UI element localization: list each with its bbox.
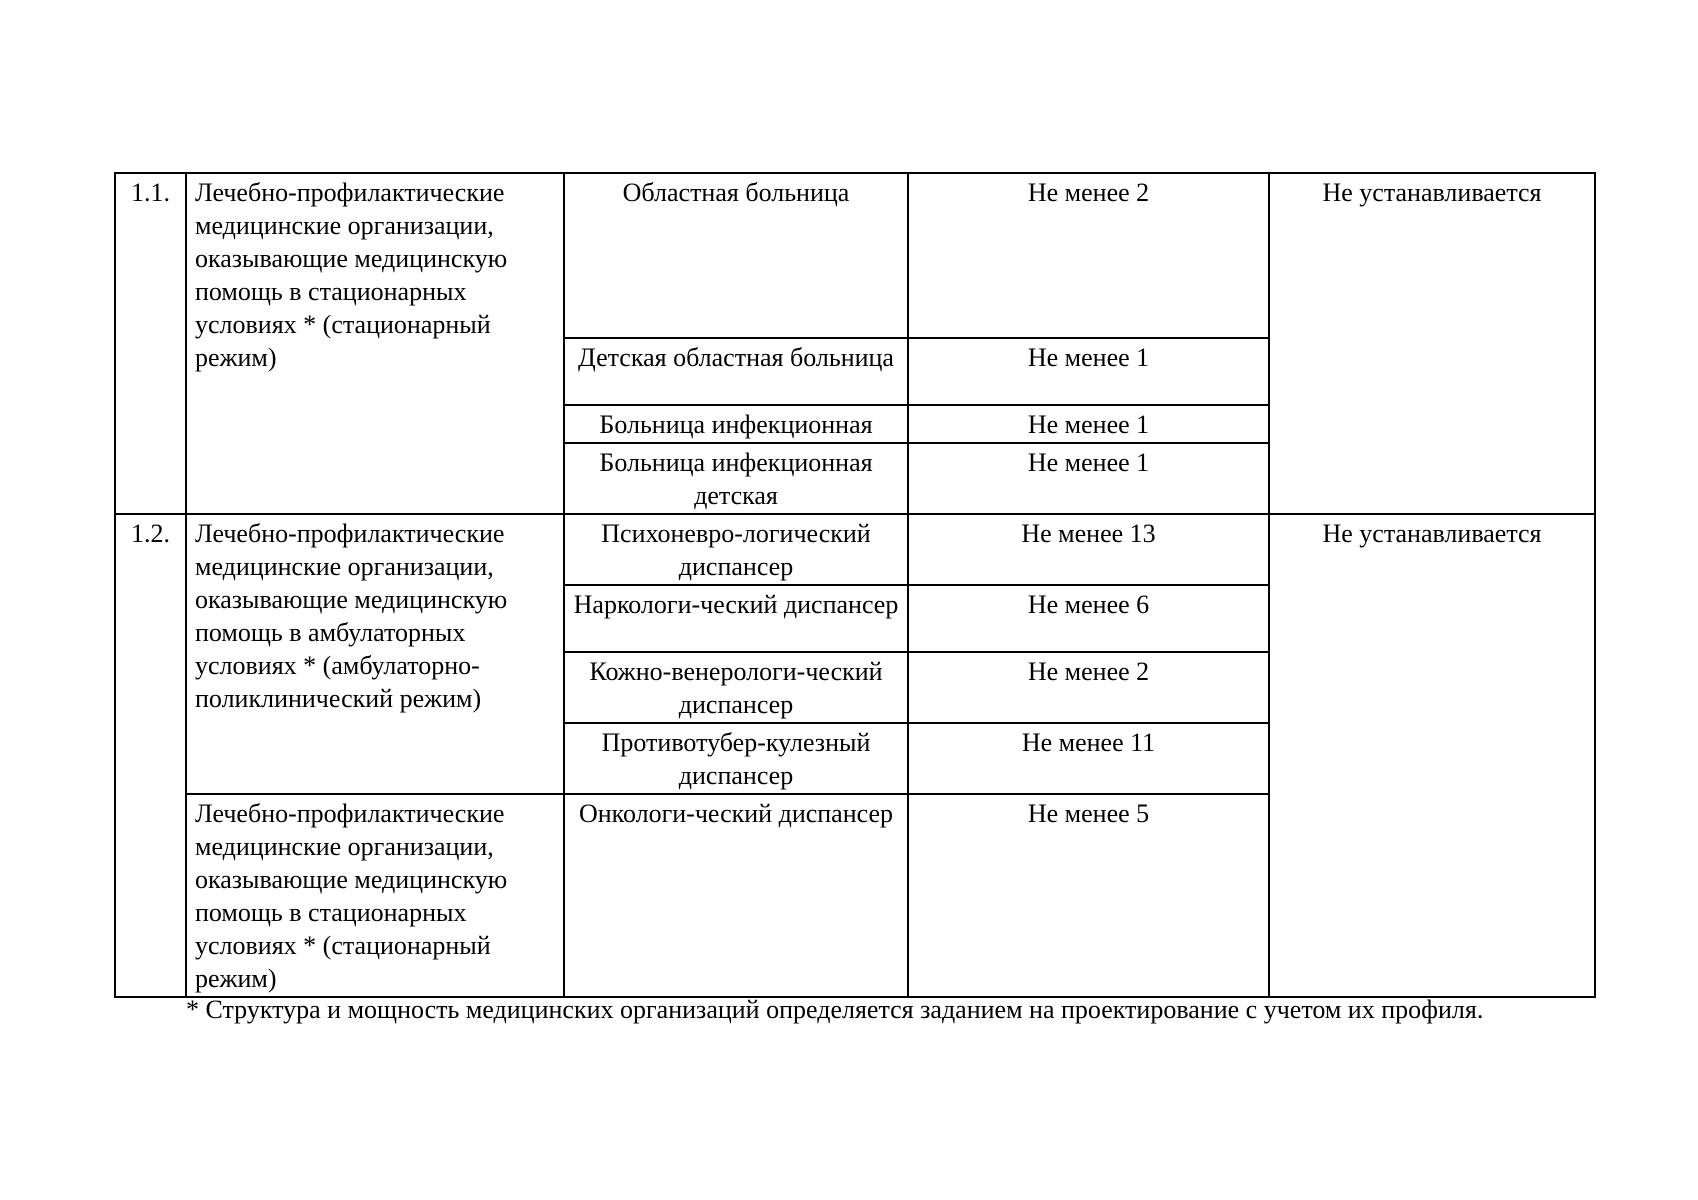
facility-count-cell: Не менее 11 — [908, 723, 1269, 794]
facility-count-cell: Не менее 2 — [908, 173, 1269, 338]
facility-name-cell: Детская областная больница — [564, 338, 908, 405]
category-cell: Лечебно-профилактические медицинские организации, оказывающие медицинскую помощь в стационарных условиях * (стационарный режим) — [186, 794, 564, 997]
table-row — [115, 514, 1595, 585]
facility-name-cell: Кожно-венерологи-ческий диспансер — [564, 652, 908, 723]
row-number: 1.1. — [115, 173, 186, 514]
norm-cell: Не устанавливается — [1269, 514, 1595, 997]
table-row — [115, 173, 1595, 338]
facility-count-cell: Не менее 6 — [908, 585, 1269, 652]
facility-count-cell: Не менее 1 — [908, 405, 1269, 443]
facility-name-cell: Областная больница — [564, 173, 908, 338]
facility-count-cell: Не менее 5 — [908, 794, 1269, 997]
facility-name-cell: Онкологи-ческий диспансер — [564, 794, 908, 997]
facility-count-cell: Не менее 1 — [908, 338, 1269, 405]
norm-cell: Не устанавливается — [1269, 173, 1595, 514]
facility-name-cell: Психоневро-логический диспансер — [564, 514, 908, 585]
facility-name-cell: Больница инфекционная — [564, 405, 908, 443]
facility-count-cell: Не менее 1 — [908, 443, 1269, 514]
row-number: 1.2. — [115, 514, 186, 997]
facility-count-cell: Не менее 13 — [908, 514, 1269, 585]
category-cell: Лечебно-профилактические медицинские организации, оказывающие медицинскую помощь в стационарных условиях * (стационарный режим) — [186, 173, 564, 514]
facility-name-cell: Больница инфекционная детская — [564, 443, 908, 514]
facilities-table — [114, 172, 1596, 998]
category-cell: Лечебно-профилактические медицинские организации, оказывающие медицинскую помощь в амбулаторных условиях * (амбулаторно-поликлинический режим) — [186, 514, 564, 794]
facility-name-cell: Противотубер-кулезный диспансер — [564, 723, 908, 794]
facility-name-cell: Наркологи-ческий диспансер — [564, 585, 908, 652]
footnote-text: * Структура и мощность медицинских организаций определяется заданием на проектирование с учетом их профиля. — [186, 995, 1484, 1024]
facility-count-cell: Не менее 2 — [908, 652, 1269, 723]
footnote — [114, 993, 1593, 1026]
